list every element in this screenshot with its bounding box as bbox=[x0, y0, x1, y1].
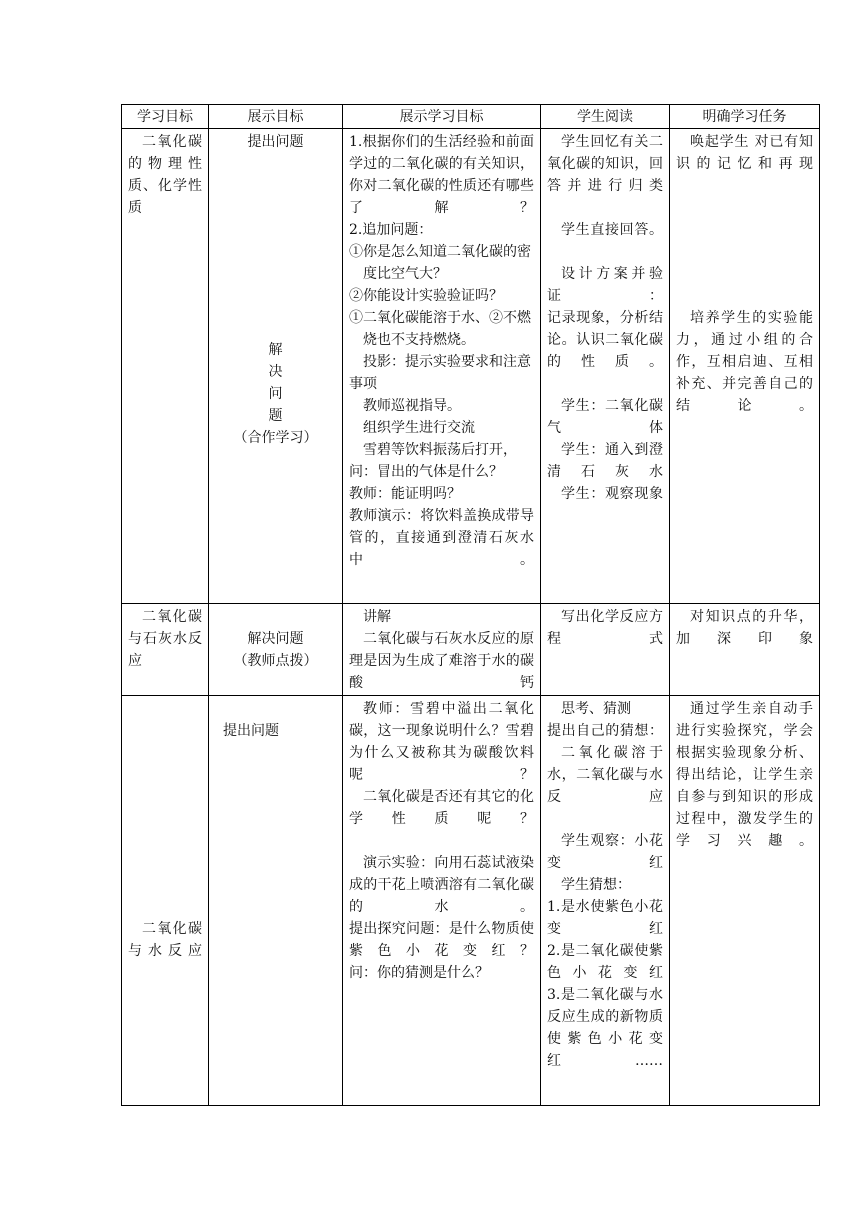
display-content-cell bbox=[343, 129, 541, 604]
display-goal-cell bbox=[209, 129, 343, 604]
student-line: 学生观察：小花变红 bbox=[547, 833, 663, 871]
task-line: 唤起学生 对已有知识的记忆和再现 bbox=[676, 134, 813, 172]
display-goal-mode: （教师点拨） bbox=[233, 653, 318, 669]
student-line: 学生回忆有关二氧化碳的知识，回答并进行归类 bbox=[547, 134, 663, 194]
student-line: 写出化学反应方程式 bbox=[547, 609, 663, 647]
content-line: 2.追加问题： bbox=[349, 222, 433, 238]
task-line: 对知识点的升华，加深印象 bbox=[676, 609, 813, 647]
student-line: 学生：二氧化碳气体 bbox=[547, 398, 663, 436]
display-goal-char: 题 bbox=[268, 408, 283, 424]
task-line: 通过学生亲自动手进行实验探究，学会根据实验现象分析、得出结论，让学生亲自参与到知识的形成过程中，激发学生的学习兴趣。 bbox=[676, 701, 813, 849]
header-learning-task: 明确学习任务 bbox=[670, 105, 820, 129]
content-line: 教师：能证明吗？ bbox=[349, 486, 461, 502]
content-line: 问：你的猜测是什么？ bbox=[349, 965, 489, 981]
student-line: 二氧化碳溶于水，二氧化碳与水反应 bbox=[547, 745, 663, 805]
content-line: ①二氧化碳能溶于水、②不燃烧也不支持燃烧。 bbox=[349, 310, 531, 348]
goal-text: 二氧化碳与石灰水反应 bbox=[128, 609, 202, 669]
header-row bbox=[122, 105, 820, 129]
display-content-cell bbox=[343, 604, 541, 696]
content-line: 提出探究问题：是什么物质使紫色小花变红？ bbox=[349, 921, 534, 959]
student-reading-cell bbox=[541, 129, 670, 604]
display-content-cell bbox=[343, 696, 541, 1106]
learning-task-cell bbox=[670, 696, 820, 1106]
student-line: 学生：观察现象 bbox=[561, 486, 663, 502]
learning-goal-cell bbox=[122, 129, 209, 604]
student-reading-cell bbox=[541, 604, 670, 696]
content-line: 投影：提示实验要求和注意事项 bbox=[349, 354, 531, 392]
content-line: 雪碧等饮料振荡后打开，问：冒出的气体是什么？ bbox=[349, 442, 517, 480]
content-line: 教师演示：将饮料盖换成带导管的，直接通到澄清石灰水中。 bbox=[349, 508, 534, 568]
display-goal-cell bbox=[209, 604, 343, 696]
student-line: 学生：通入到澄清石灰水 bbox=[547, 442, 663, 480]
student-line: 3.是二氧化碳与水反应生成的新物质使紫色小花变红…… bbox=[547, 987, 663, 1069]
learning-task-cell bbox=[670, 604, 820, 696]
header-student-reading: 学生阅读 bbox=[541, 105, 670, 129]
content-line: ①你是怎么知道二氧化碳的密度比空气大？ bbox=[349, 244, 531, 282]
display-goal-char: 问 bbox=[268, 386, 283, 402]
content-line: 1.根据你们的生活经验和前面学过的二氧化碳的有关知识，你对二氧化碳的性质还有哪些了解？ bbox=[349, 134, 534, 216]
display-goal-char: 解 bbox=[268, 342, 283, 358]
table-row bbox=[122, 696, 820, 1106]
student-line: 思考、猜测 bbox=[561, 701, 631, 717]
content-line: ②你能设计实验验证吗？ bbox=[349, 288, 503, 304]
learning-task-cell bbox=[670, 129, 820, 604]
student-line: 提出自己的猜想： bbox=[547, 723, 663, 739]
content-line: 二氧化碳是否还有其它的化学性质呢？ bbox=[349, 789, 534, 827]
goal-text: 二氧化碳的物理性质、化学性质 bbox=[128, 134, 202, 216]
learning-goal-cell bbox=[122, 604, 209, 696]
student-line: 学生猜想： bbox=[561, 877, 631, 893]
display-goal-char: 决 bbox=[268, 364, 283, 380]
content-line: 组织学生进行交流 bbox=[363, 420, 475, 436]
student-line: 2.是二氧化碳使紫色小花变红 bbox=[547, 943, 663, 981]
header-learning-goal: 学习目标 bbox=[122, 105, 209, 129]
header-display-goal: 展示目标 bbox=[209, 105, 343, 129]
content-line: 教师：雪碧中溢出二氧化碳，这一现象说明什么？雪碧为什么又被称其为碳酸饮料呢？ bbox=[349, 701, 534, 783]
content-line: 演示实验：向用石蕊试液染成的干花上喷洒溶有二氧化碳的水。 bbox=[349, 855, 534, 915]
display-goal-label: 解决问题 bbox=[247, 631, 304, 647]
lesson-plan-table bbox=[121, 104, 820, 1106]
display-goal-cell bbox=[209, 696, 343, 1106]
table-row bbox=[122, 604, 820, 696]
content-line: 讲解 bbox=[363, 609, 391, 625]
header-display-content: 展示学习目标 bbox=[343, 105, 541, 129]
task-line: 培养学生的实验能力，通过小组的合作，互相启迪、互相补充、并完善自己的结论。 bbox=[676, 310, 813, 414]
display-goal-label: 提出问题 bbox=[223, 723, 279, 739]
student-line: 1.是水使紫色小花变红 bbox=[547, 899, 663, 937]
learning-goal-cell bbox=[122, 696, 209, 1106]
table-row bbox=[122, 129, 820, 604]
student-line: 设计方案并验证： bbox=[547, 266, 663, 304]
goal-text: 二氧化碳与水反应 bbox=[128, 921, 202, 959]
display-goal-label: 提出问题 bbox=[247, 134, 304, 150]
student-line: 记录现象，分析结论。认识二氧化碳的性质。 bbox=[547, 310, 663, 370]
display-goal-mode: （合作学习） bbox=[233, 430, 318, 446]
student-line: 学生直接回答。 bbox=[561, 222, 663, 238]
content-line: 教师巡视指导。 bbox=[363, 398, 461, 414]
content-line: 二氧化碳与石灰水反应的原理是因为生成了难溶于水的碳酸钙 bbox=[349, 631, 534, 691]
student-reading-cell bbox=[541, 696, 670, 1106]
